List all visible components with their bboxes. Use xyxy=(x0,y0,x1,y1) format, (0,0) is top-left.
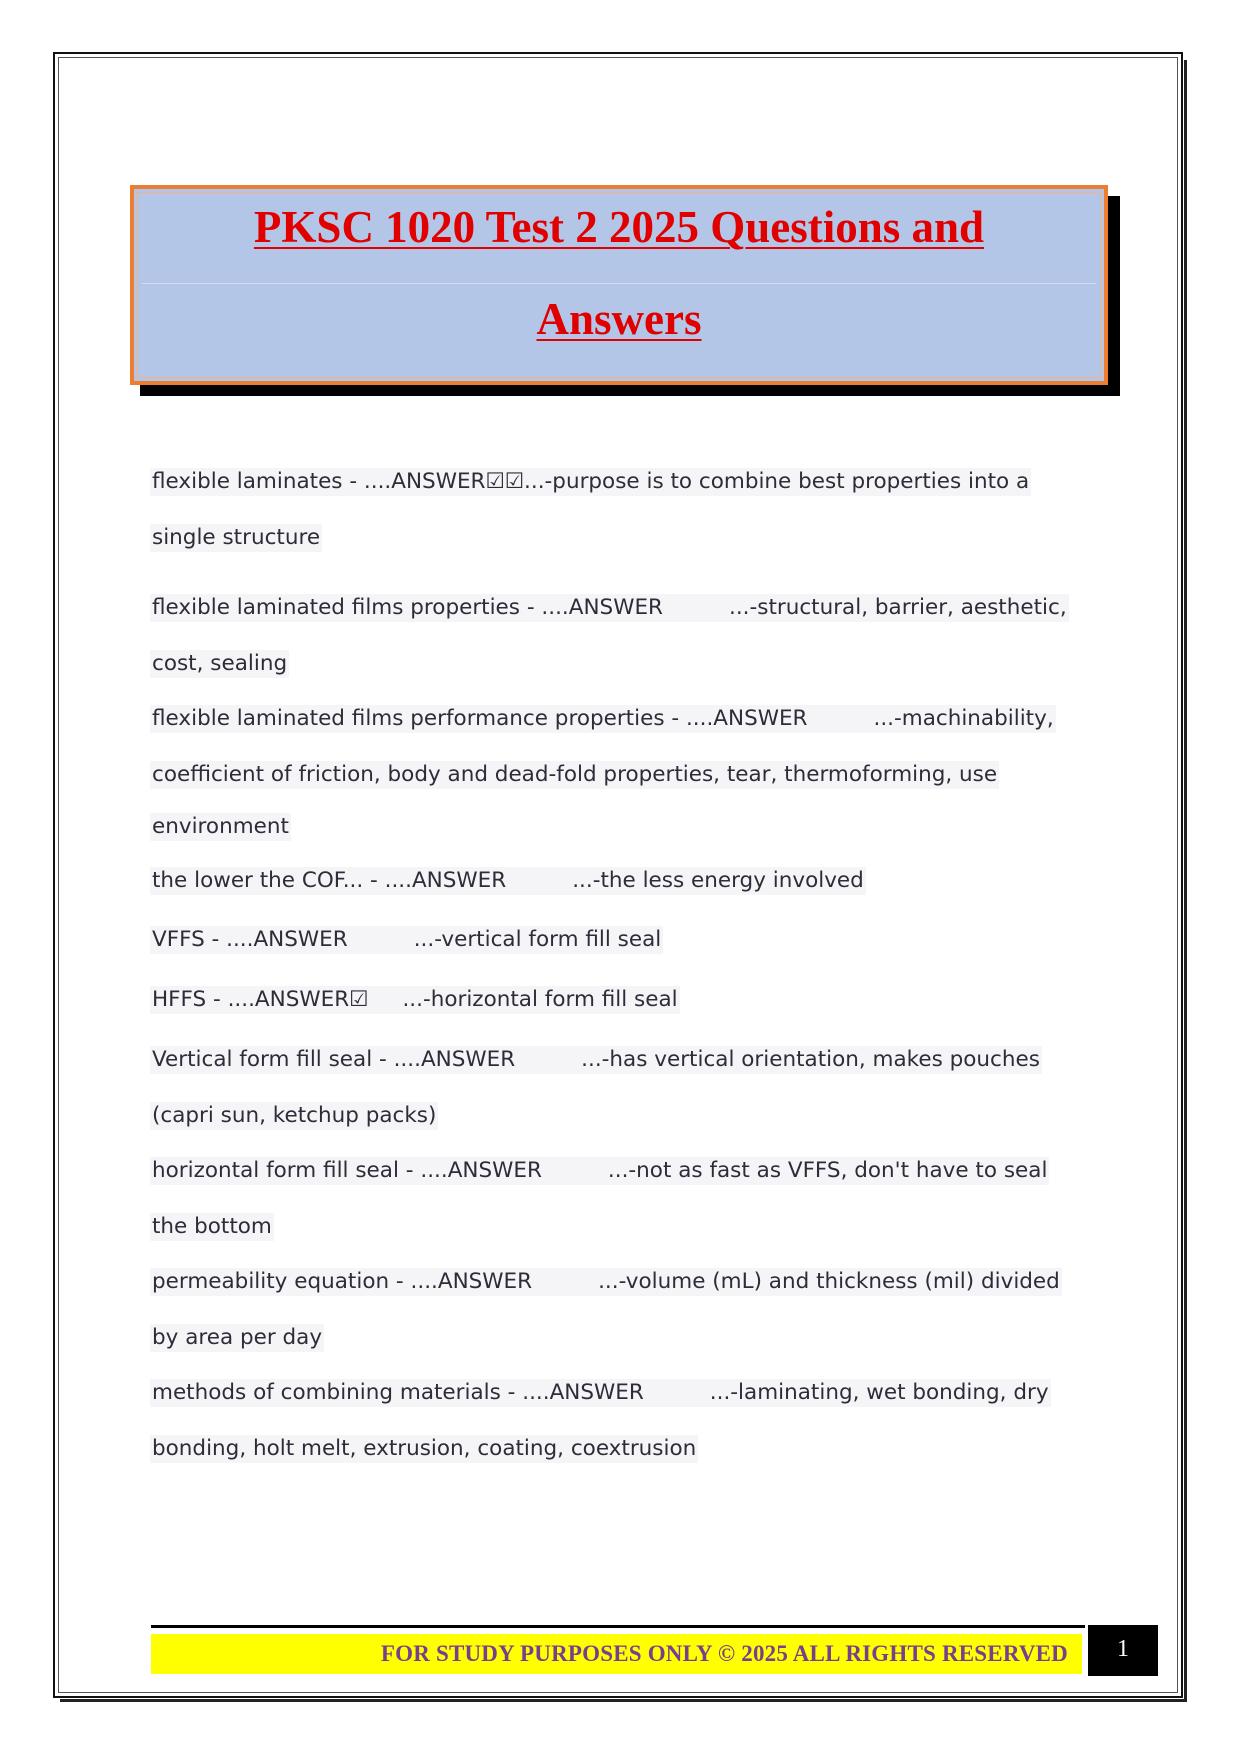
qa-answer: ...-laminating, wet bonding, dry xyxy=(709,1380,1049,1405)
qa-line xyxy=(150,1157,1049,1185)
qa-line xyxy=(150,1435,698,1463)
qa-line xyxy=(150,524,322,552)
qa-answer: ...-horizontal form fill seal xyxy=(402,987,678,1012)
qa-line xyxy=(150,926,663,954)
qa-text: coefficient of friction, body and dead-fold properties, tear, thermoforming, use xyxy=(152,762,998,787)
title-divider xyxy=(142,283,1096,284)
qa-question: VFFS - ....ANSWER xyxy=(152,927,348,952)
qa-line xyxy=(150,1379,1051,1407)
qa-line xyxy=(150,1268,1062,1296)
qa-line xyxy=(150,594,1069,622)
page-number: 1 xyxy=(1088,1625,1158,1676)
qa-question: methods of combining materials - ....ANSWER xyxy=(152,1380,644,1405)
qa-line xyxy=(150,650,289,678)
qa-text: the bottom xyxy=(152,1214,272,1239)
qa-line xyxy=(150,986,680,1014)
qa-question: flexible laminated films performance properties - ....ANSWER xyxy=(152,706,808,731)
qa-line xyxy=(150,468,1031,496)
qa-answer: ...-has vertical orientation, makes pouches xyxy=(581,1047,1040,1072)
title-box xyxy=(130,185,1108,385)
qa-answer: ...-structural, barrier, aesthetic, xyxy=(728,595,1067,620)
qa-line xyxy=(150,705,1056,733)
document-title-line-2: Answers xyxy=(536,294,702,344)
qa-line xyxy=(150,761,999,789)
qa-text: cost, sealing xyxy=(152,651,288,676)
qa-line xyxy=(150,1324,324,1352)
qa-text: by area per day xyxy=(152,1325,323,1350)
qa-question: Vertical form fill seal - ....ANSWER xyxy=(152,1047,516,1072)
qa-answer: ...-vertical form fill seal xyxy=(413,927,662,952)
qa-line xyxy=(150,867,866,895)
qa-question: the lower the COF... - ....ANSWER xyxy=(152,868,507,893)
qa-text: environment xyxy=(152,814,289,839)
qa-answer: ...-the less energy involved xyxy=(572,868,864,893)
document-title-line-1: PKSC 1020 Test 2 2025 Questions and xyxy=(253,202,985,252)
qa-line xyxy=(150,1213,274,1241)
qa-text: flexible laminates - ....ANSWER☑☑...-purpose is to combine best properties into a xyxy=(152,469,1030,494)
qa-answer: ...-machinability, xyxy=(873,706,1054,731)
footer-copyright: FOR STUDY PURPOSES ONLY © 2025 ALL RIGHTS RESERVED xyxy=(380,1641,1068,1666)
qa-line xyxy=(150,1102,438,1130)
qa-text: bonding, holt melt, extrusion, coating, coextrusion xyxy=(152,1436,697,1461)
qa-answer: ...-volume (mL) and thickness (mil) divided xyxy=(598,1269,1060,1294)
footer-rule xyxy=(151,1625,1085,1628)
qa-question: flexible laminated films properties - ....ANSWER xyxy=(152,595,663,620)
qa-question: HFFS - ....ANSWER☑ xyxy=(152,987,369,1012)
qa-answer: ...-not as fast as VFFS, don't have to seal xyxy=(607,1158,1048,1183)
qa-line xyxy=(150,813,291,841)
qa-line xyxy=(150,1046,1042,1074)
qa-text: (capri sun, ketchup packs) xyxy=(152,1103,437,1128)
qa-text: single structure xyxy=(152,525,321,550)
footer-band xyxy=(151,1634,1082,1674)
qa-question: permeability equation - ....ANSWER xyxy=(152,1269,533,1294)
qa-question: horizontal form fill seal - ....ANSWER xyxy=(152,1158,542,1183)
